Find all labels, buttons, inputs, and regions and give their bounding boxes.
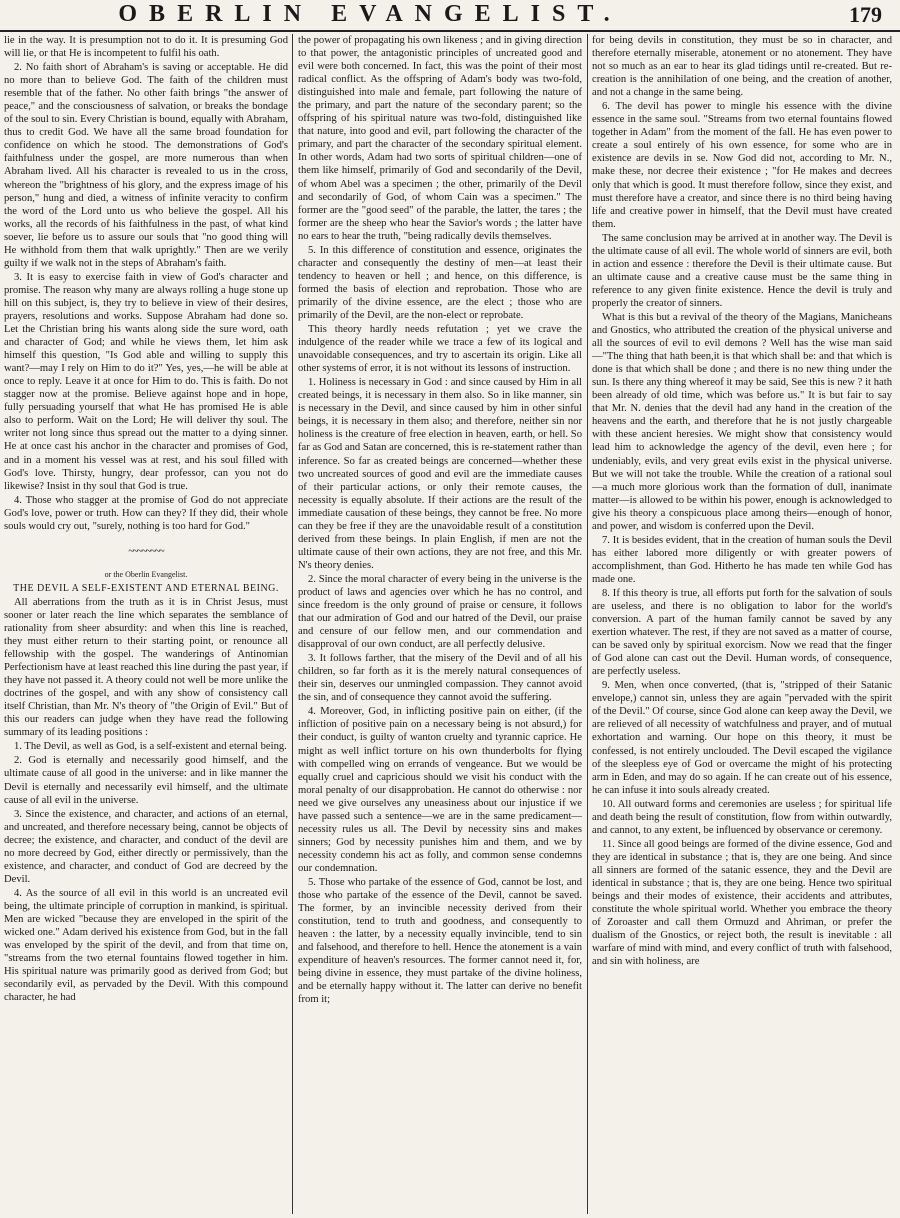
paragraph: 3. It is easy to exercise faith in view of God's character and promise. The reason why many are always rolling a huge stone up hill on this subject, is, they try to believe in view of their desires, prayers, resolutions and works. Suppose Abraham had done so. Let the Christian bring his wants along side the sure word, oath and character of God; and while he views them, let him ask himself this question, "Is God able and willing to supply this want?—may I rely on Him to do it?" Yes, yes,—he will be able at once to reply. Leave it at once for Him to do. This is faith. Do not stagger now at the promise. Believe against hope and in hope, fully persuading yourself that what He has promised He is able also to perform. Wait on the Lord; He will deliver thy soul. The writer not long since thus spread out the matter to a dying sinner. He at once cast his anchor in the character and promises of God, and in a moment his vessel was at rest, and his soul filled with God's love. Thirsty, hungry, dear professor, can you not do likewise? Insist in thy soul that God is true. <box>4 271 288 492</box>
paragraph: 2. Since the moral character of every being in the universe is the product of laws and agencies over which he has no control, and since freedom is the only ground of praise or censure, it follows that our admiration of God and our hatred of the Devil, our praise and censure of our fellow men, and our commendation and disapproval of our own conduct, are all perfectly delusive. <box>298 573 582 651</box>
masthead-title: OBERLIN EVANGELIST. <box>118 1 622 27</box>
paragraph: 4. Moreover, God, in inflicting positive pain on either, (if the infliction of positive pain on a necessary being is not absurd,) for their conduct, is guilty of wanton cruelty and tyrannic caprice. He might as well inflict torture on his own thunderbolts for flying with compelled wing on errands of vengeance. But we would be equally cruel and capricious should we visit his conduct with the moral penalty of our disapprobation. He cannot do otherwise : nor need we give ourselves any uneasiness about our injustice if we have passed such a sentence—we are in the same predicament—necessity rules us all. The Devil by necessity sins and makes sinners; God by necessity punishes him and them, and we by necessity condemn his act as folly, and common sense condemns our condemnation. <box>298 706 582 874</box>
paragraph: The same conclusion may be arrived at in another way. The Devil is the ultimate cause of all evil. The whole world of sinners are evil, both in action and essence : therefore the Devil is their ultimate cause. But an ultimate cause and a creative cause must be the same thing in reference to any given finite existence. Hence the devil is truly and properly the creator of sinners. <box>592 232 892 309</box>
paragraph: 1. The Devil, as well as God, is a self-existent and eternal being. <box>14 741 287 753</box>
page-header <box>0 0 900 32</box>
paragraph: 11. Since all good beings are formed of the divine essence, God and they are identical in substance ; that is, they are one being. And since all sinners are formed of the satanic essence, they and the Devil are identical in substance ; that is, they are one being. Hence two spiritual beings and their modes of existence, their accidents and attributes, constitute the whole spiritual world. Whether you embrace the theory of Zoroaster and call them Ormuzd and Ahriman, or prefer the dualism of the Gnostics, or reject both, the result is inevitable : all warfare of mind with mind, and every conflict of truth with falsehood, and sin with holiness, are <box>592 838 892 968</box>
paragraph: 8. If this theory is true, all efforts put forth for the salvation of souls are useless, and there is no obligation to labor for the world's conversion. A part of the human family cannot be saved by any exertion whatever. The rest, if they are not saved as a matter of course, can be saved only by spiritual exorcism. Now we read that the finger of God alone can cast out the Devil. Human words, of consequence, are perfectly useless. <box>592 587 892 678</box>
paragraph: 4. As the source of all evil in this world is an uncreated evil being, the ultimate principle of corruption in mankind, is spiritual. Men are wicked "because they are enveloped in the spirit of the wicked one." Adam derived his existence from God, but in the fall was enveloped by the spirit of the devil, and from that time on, "streams from the two eternal fountains flowed together in him. His spiritual nature was primarily good as derived from God; but secondarily evil, as pervaded by the Devil. With this compound character, he had <box>4 887 288 1004</box>
paragraph: This theory hardly needs refutation ; yet we crave the indulgence of the reader while we trace a few of its logical and unavoidable consequences, and try to ascertain its origin. Like all other systems of error, it is not without its lessons of instruction. <box>298 324 582 375</box>
page-number: 179 <box>849 2 882 27</box>
column-3 <box>592 34 892 1214</box>
paragraph: What is this but a revival of the theory of the Magians, Manicheans and Gnostics, who attributed the creation of the physical universe and all the sources of evil to evil demons ? Well has the wise man said—"The thing that hath been,it is that which shall be: and that which is done is that which shall be done ; and there is no new thing under the sun. Is there any thing whereof it may be said, See this is new ? it hath been already of old time, which was before us." It is but fair to say that Mr. N. denies that the devil had any hand in the creation of the heavens and the earth, and therefore that he is not justly chargeable with these ancient heresies. We might show that consistency would lead him to acknowledge the agency of the devil, even here ; for undeniably, evils, and very great evils exist in the physical universe. But we will not take the trouble. While the creation of a rational soul—a much more glorious work than the formation of dull, inanimate matter—is allowed to be within his power, enough is acknowledged to give his theory a conspicuous place among theirs—enough of honor, and power, and wisdom is conferred upon the Devil. <box>592 311 892 532</box>
column-rule-left <box>292 34 293 1214</box>
paragraph: 5. In this difference of constitution and essence, originates the character and consequently the destiny of men—at least their tendency to heaven or hell ; and hence, on this difference, is formed the basis of election and reprobation. Those who are primarily of the divine essence, are the elect ; those who are primarily of the Devil, are the non-elect or reprobate. <box>298 244 582 321</box>
paragraph: 6. The devil has power to mingle his essence with the divine essence in the same soul. "Streams from two eternal fountains flowed together in Adam" from the moment of the fall. He has even power to create a soul entirely of his own essence, for some who are in existence are devils in se. Now God did not, according to Mr. N., make these, nor decree their existence ; "for He makes and decrees only that which is good. It must therefore follow, since they exist, and must therefore have a creator, and since there is no third being having life and creative power in himself, that the Devil must have created them. <box>592 101 892 230</box>
paragraph: 5. Those who partake of the essence of God, cannot be lost, and those who partake of the essence of the Devil, cannot be saved. The former, by an invincible necessity derived from their constitution, tend to truth and goodness, and consequently to heaven : the latter, by a necessity equally invincible, tend to sin and falsehood, and therefore to hell. Hence the atonement is a vain expenditure of heaven's resources. The former cannot need it, for, being divine in essence, they must partake of the divine holiness, and be eternally happy without it. The latter can derive no benefit from it; <box>298 877 582 1006</box>
paragraph: 1. Holiness is necessary in God : and since caused by Him in all created beings, it is necessary in them also. So in like manner, sin is necessary in the Devil, and since caused by him in other sinful beings, it is necessary in them also; and therefore, neither sin nor holiness is the creature of free election in heaven, earth, or hell. So far as God and Satan are concerned, this is re-statement rather than inference. So far as created beings are concerned—whether these two uncreated sources of good and evil are the immediate causes of their particular actions, or only their remote causes, the necessity is equally absolute. If their actions are the result of the immediate causation of these beings, they cannot be free. No more can they be free if they are the unavoidable result of a constitution derived from these beings. In plain English, if men are not the ultimate cause of their own actions, they are not free, and this Mr. N's theory denies. <box>298 377 582 571</box>
section-divider: ~~~~~~~~ <box>128 545 164 557</box>
paragraph: the power of propagating his own likeness ; and in giving direction to that power, the antagonistic principles of uncreated good and evil were both concerned. In fact, this was the point of their most radical conflict. As the offspring of Adam's body was two-fold, distinguished into male and female, part following the nature of the primary, and part the nature of the secondary parent; so the offspring of his spiritual nature was two-fold, distinguished like that nature, into good and evil, part following the character of the primary, and part the character of the secondary spiritual element. In other words, Adam had two sorts of spiritual children—one of them like himself, primarily of God and secondarily of the Devil, of whom Abel was a specimen ; the other, primarily of the Devil and secondarily of God, of whom Cain was a specimen." The former are the "good seed" of the parable, the latter, the tares ; the former are the sheep who hear the Savior's words ; the latter have no ears to hear the truth, "being radically devils themselves. <box>298 35 582 242</box>
paragraph: 2. No faith short of Abraham's is saving or acceptable. He did no more than to believe God. The faith of the children must resemble that of the father. No other faith brings "the answer of peace," and the consciousness of salvation, or breaks the bondage of the soul to sin. Every Christian is bound, equally with Abraham, thus to credit God. We have all the same broad foundation for confidence on which he stood. The demonstrations of God's faithfulness under the gospel, are more numerous than when Abraham lived. All his character is revealed to us in the cross, whereon the "brightness of his glory, and the express image of his person," hung and died, a witness of infinite veracity to confirm the word of the Lord unto us who believe the gospel. All his works, all the records of his faithfulness in the past, of what kind soever, lie before us to assure our souls that "no good thing will He withhold from them that walk uprightly." Then are we verily guilty if we walk not in the steps of Abraham's faith. <box>4 62 288 269</box>
column-2 <box>298 34 582 1214</box>
article-credit: or the Oberlin Evangelist. <box>104 569 188 579</box>
paragraph: All aberrations from the truth as it is in Christ Jesus, must sooner or later reach the line which separates the semblance of rationality from sheer absurdity: and when this line is reached, they must either return to their starting point, or renounce all fellowship with the gospel. The wanderings of Antinomian Perfectionism have at least reached this line during the past year, if they have not passed it. A theory could not well be more unlike the doctrines of the gospel, and with any show of consistency call itself Christian, than Mr. N's theory of "the Origin of Evil." But of this our readers can judge when they have read the following summary of its leading positions : <box>4 596 288 739</box>
paragraph: 10. All outward forms and ceremonies are useless ; for spiritual life and death being the result of constitution, flow from within outwardly, and cannot, to any extent, be influenced by observance or ceremony. <box>592 798 892 836</box>
article-title: THE DEVIL A SELF-EXISTENT AND ETERNAL BEING. <box>13 582 279 594</box>
paragraph: 3. It follows farther, that the misery of the Devil and of all his children, so far forth as it is the merely natural consequences of their sin, deserves our unmingled compassion. They cannot avoid the sin, and of consequence they cannot avoid the suffering. <box>298 653 582 704</box>
paragraph: for being devils in constitution, they must be so in character, and therefore eternally miserable, atonement or no atonement. They have not so much as an ear to hear its glad tidings until re-created. But re-creation is the annihilation of one being, and the creation of another, and not a change in the same being. <box>592 35 892 99</box>
paragraph: 7. It is besides evident, that in the creation of human souls the Devil has either labored more diligently or with greater powers of accomplishment, than God. Hitherto he has made ten while God has made one. <box>592 534 892 585</box>
paragraph: lie in the way. It is presumption not to do it. It is presuming God will lie, or that He is incompetent to fulfil his oath. <box>4 35 288 60</box>
paragraph: 3. Since the existence, and character, and actions of an eternal, and uncreated, and therefore necessary being, cannot be objects of decree; the existence, and character, and conduct of the devil are no more decreed by God, either directly or permissively, than the existence, and character, and conduct of God are decreed by the Devil. <box>4 808 288 885</box>
column-1 <box>4 34 288 1214</box>
paragraph: 2. God is eternally and necessarily good himself, and the ultimate cause of all good in the universe: and in like manner the Devil is eternally and necessarily evil himself, and the ultimate cause of all evil in the universe. <box>4 755 288 806</box>
paragraph: 4. Those who stagger at the promise of God do not appreciate God's love, power or truth. How can they? If they did, their whole souls would cry out, "surely, nothing is too hard for God." <box>4 494 288 532</box>
column-rule-right <box>587 34 588 1214</box>
paragraph: 9. Men, when once converted, (that is, "stripped of their Satanic envelope,) cannot sin, unless they are again "pervaded with the spirit of the Devil." Of course, since God alone can keep away the Devil, we are relieved of all necessity of watchfulness and prayer, and of mutual exhortation and warning. Our hope on this theory, it must be confessed, is not entirely unclouded. The Devil escaped the vigilance of the sleepless eye of God or overcame the might of his protecting arm in Eden, and may do so again. If he can create out of his essence, he can infuse it into souls already created. <box>592 680 892 796</box>
